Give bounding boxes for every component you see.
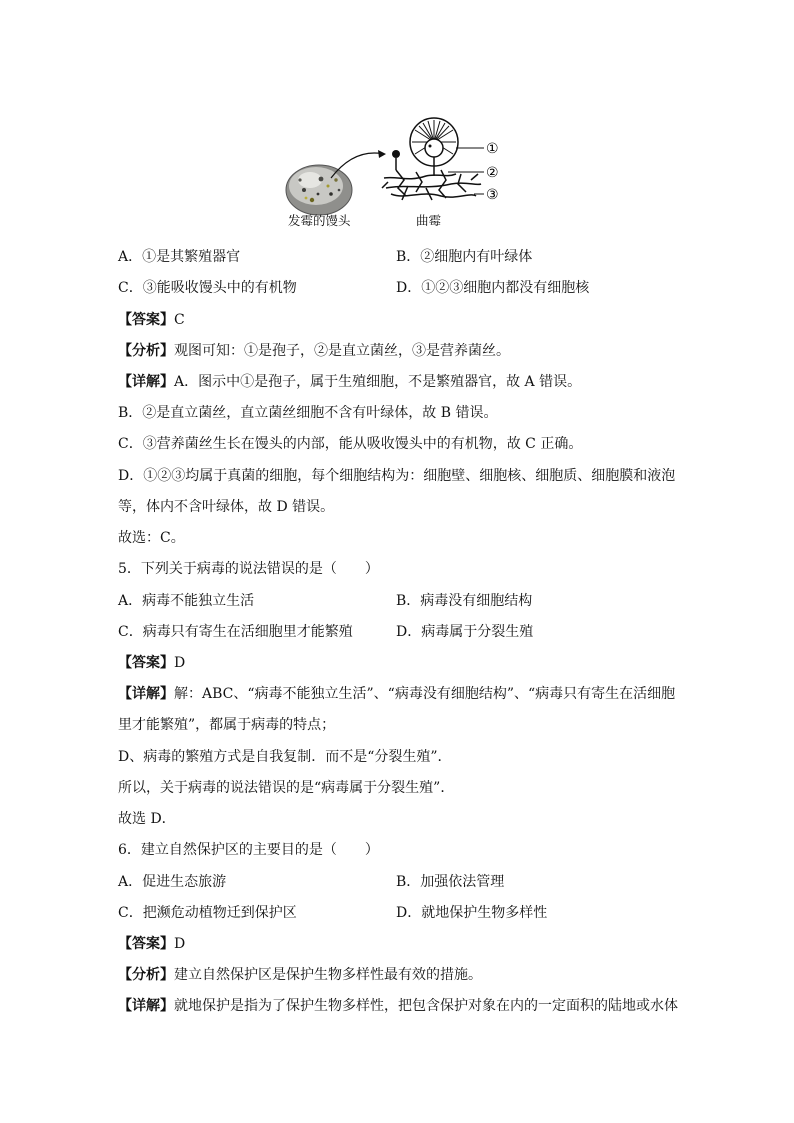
- answer-value: D: [174, 936, 186, 952]
- q6-option-a: A．促进生态旅游: [118, 874, 227, 890]
- detail-tag: 【详解】: [118, 686, 174, 702]
- vegetative-hyphae: [382, 170, 481, 200]
- answer-tag: 【答案】: [118, 655, 174, 671]
- arrow-head-icon: [378, 150, 386, 158]
- small-colony-dot: [392, 150, 400, 158]
- q4-conclusion: 故选：C。: [118, 530, 185, 546]
- q4-option-a: A．①是其繁殖器官: [118, 249, 241, 265]
- answer-value: C: [174, 312, 185, 328]
- q6-option-c: C．把濒危动植物迁到保护区: [118, 905, 297, 921]
- q5-answer: [118, 653, 185, 673]
- q5-option-a: A．病毒不能独立生活: [118, 593, 255, 609]
- analysis-tag: 【分析】: [118, 967, 174, 983]
- q6-stem: 6．建立自然保护区的主要目的是（ ）: [118, 842, 379, 858]
- detail-tag: 【详解】: [118, 998, 174, 1014]
- detail-text: 就地保护是指为了保护生物多样性，把包含保护对象在内的一定面积的陆地或水体: [174, 998, 678, 1014]
- analysis-tag: 【分析】: [118, 343, 174, 359]
- aspergillus-caption: 曲霉: [416, 213, 442, 228]
- q4-detail-line-3: C．③营养菌丝生长在馒头的内部，能从吸收馒头中的有机物，故 C 正确。: [118, 436, 583, 452]
- answer-value: D: [174, 655, 186, 671]
- q4-detail-line-1: [118, 372, 581, 392]
- detail-text: 解：ABC、“病毒不能独立生活”、“病毒没有细胞结构”、“病毒只有寄生在活细胞: [174, 686, 676, 702]
- answer-tag: 【答案】: [118, 936, 174, 952]
- q5-option-d: D．病毒属于分裂生殖: [396, 624, 534, 640]
- q6-analysis: [118, 965, 482, 985]
- callout-label-2: ②: [486, 165, 499, 181]
- q6-answer: [118, 934, 185, 954]
- q5-detail-line-2: 里才能繁殖”，都属于病毒的特点；: [118, 717, 336, 733]
- q4-option-b: B．②细胞内有叶绿体: [396, 249, 533, 265]
- q5-detail-line-1: [118, 684, 675, 704]
- q5-stem: 5．下列关于病毒的说法错误的是（ ）: [118, 561, 379, 577]
- detail-text: A．图示中①是孢子，属于生殖细胞，不是繁殖器官，故 A 错误。: [174, 374, 582, 390]
- moldy-bun-image: [286, 165, 352, 215]
- q5-detail-line-5: 故选 D．: [118, 811, 176, 827]
- q4-detail-line-5: 等，体内不含叶绿体，故 D 错误。: [118, 499, 335, 515]
- detail-tag: 【详解】: [118, 374, 174, 390]
- q6-option-b: B．加强依法管理: [396, 874, 505, 890]
- aspergillus-figure: [276, 110, 516, 232]
- analysis-text: 观图可知：①是孢子，②是直立菌丝，③是营养菌丝。: [174, 343, 510, 359]
- q6-detail: [118, 996, 678, 1016]
- q6-option-d: D．就地保护生物多样性: [396, 905, 548, 921]
- q5-detail-line-3: D、病毒的繁殖方式是自我复制．而不是“分裂生殖”．: [118, 749, 452, 765]
- callout-label-1: ①: [486, 141, 499, 157]
- q5-option-c: C．病毒只有寄生在活细胞里才能繁殖: [118, 624, 353, 640]
- q5-option-b: B．病毒没有细胞结构: [396, 593, 533, 609]
- q4-analysis: [118, 341, 510, 361]
- callout-label-3: ③: [486, 187, 499, 203]
- answer-tag: 【答案】: [118, 312, 174, 328]
- q4-detail-line-4: D．①②③均属于真菌的细胞，每个细胞结构为：细胞壁、细胞核、细胞质、细胞膜和液泡: [118, 468, 676, 484]
- bun-caption: 发霉的馒头: [288, 213, 351, 228]
- q5-detail-line-4: 所以，关于病毒的说法错误的是“病毒属于分裂生殖”．: [118, 780, 455, 796]
- q4-answer: [118, 310, 185, 330]
- q4-option-d: D．①②③细胞内都没有细胞核: [396, 280, 590, 296]
- q4-detail-line-2: B．②是直立菌丝，直立菌丝细胞不含有叶绿体，故 B 错误。: [118, 405, 498, 421]
- analysis-text: 建立自然保护区是保护生物多样性最有效的措施。: [174, 967, 482, 983]
- q4-option-c: C．③能吸收馒头中的有机物: [118, 280, 297, 296]
